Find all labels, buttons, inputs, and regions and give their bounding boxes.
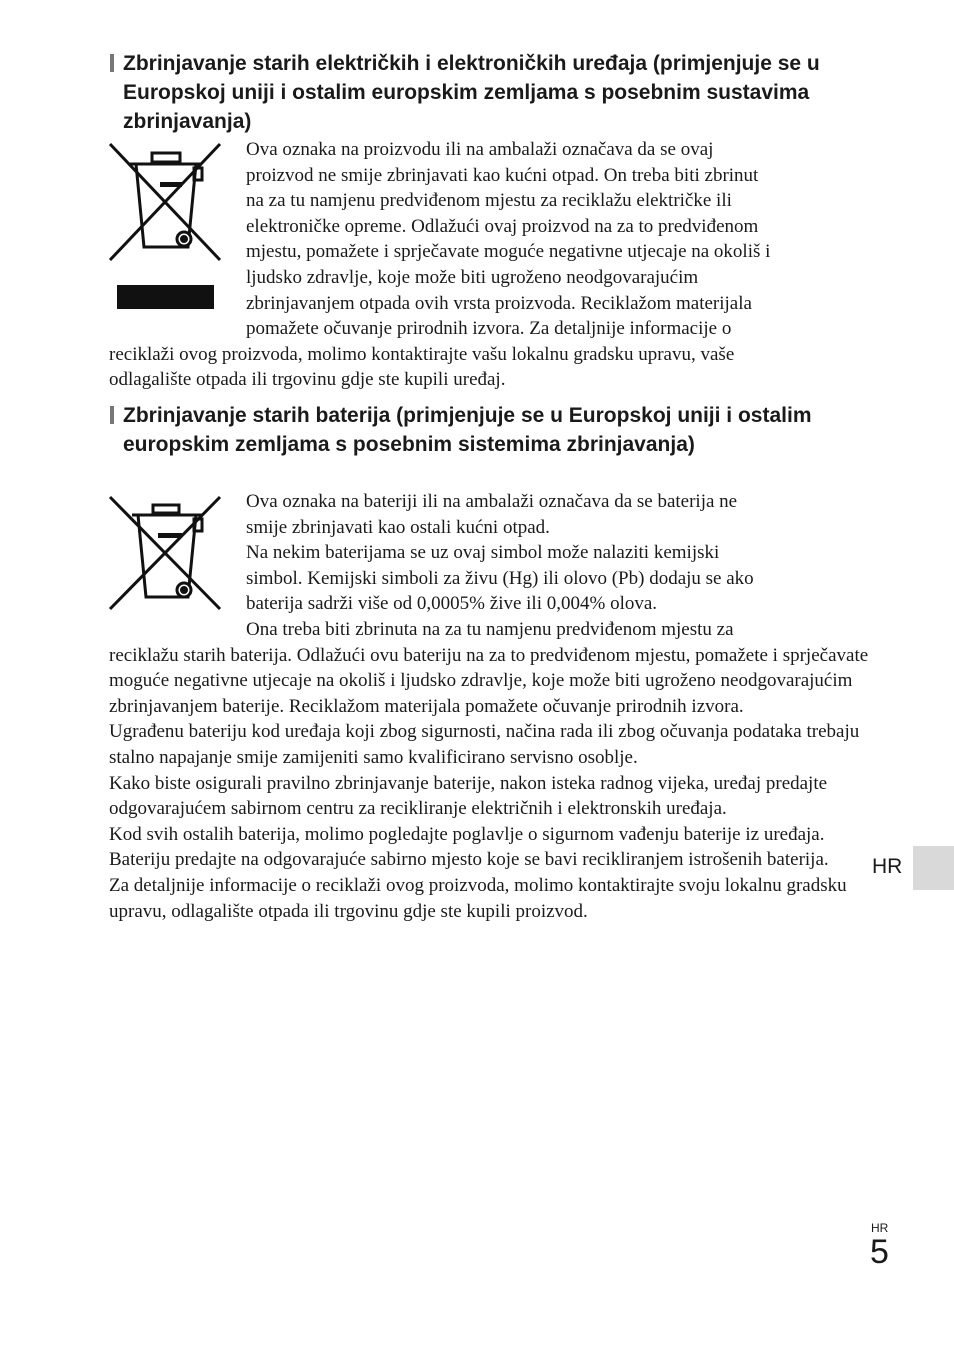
section2-indented-line: baterija sadrži više od 0,0005% žive ili 0,004% olova. — [246, 593, 658, 615]
section2-paragraph: Za detaljnije informacije o reciklaži ovog proizvoda, molimo kontaktirajte svoju lokalnu gradsku upravu, odlagalište otpada ili trgovinu gdje ste kupili proizvod. — [109, 874, 847, 922]
section1-full-line: reciklaži ovog proizvoda, molimo kontaktirajte vašu lokalnu gradsku upravu, vaše — [109, 343, 735, 365]
section2-indented-line: smije zbrinjavati kao ostali kućni otpad. — [246, 516, 550, 538]
section1-full-line: odlagalište otpada ili trgovinu gdje ste kupili uređaj. — [109, 369, 506, 391]
section2-indented-line: Na nekim baterijama se uz ovaj simbol može nalaziti kemijski — [246, 542, 720, 564]
section2-heading: Zbrinjavanje starih baterija (primjenjuje se u Europskoj uniji i ostalim europskim zemljama s posebnim sistemima zbrinjavanja) — [110, 401, 883, 459]
page-number: 5 — [870, 1233, 889, 1271]
section2-body — [109, 643, 869, 925]
section2-paragraph: reciklažu starih baterija. Odlažući ovu bateriju na za to predviđenom mjestu, pomažete i sprječavate moguće negativne utjecaje na okoliš i ljudsko zdravlje, koje može biti ugroženo neodgovarajućim zbrinjavanjem baterije. Reciklažom materijala pomažete očuvanje prirodnih izvora. — [109, 644, 869, 717]
section1-indented-line: pomažete očuvanje prirodnih izvora. Za detaljnije informacije o — [246, 318, 732, 340]
section2-indented-line: Ova oznaka na bateriji ili na ambalaži označava da se baterija ne — [246, 491, 738, 512]
crossed-out-bin-icon — [108, 495, 224, 613]
black-bar-marking — [117, 285, 214, 309]
section2-paragraph: Ugrađenu bateriju kod uređaja koji zbog sigurnosti, načina rada ili zbog očuvanja podataka trebaju stalno napajanje smije zamijeniti samo kvalificirano servisno osoblje. — [109, 721, 860, 768]
section2-paragraph: Kako biste osigurali pravilno zbrinjavanje baterije, nakon isteka radnog vijeka, uređaj predajte odgovarajućem sabirnom centru za recikliranje električnih i elektronskih uređaja. — [109, 772, 828, 820]
section1-indented-line: elektroničke opreme. Odlažući ovaj proizvod na za to predviđenom — [246, 215, 759, 237]
section2-indented-line: Ona treba biti zbrinuta na za tu namjenu predviđenom mjestu za — [246, 619, 734, 640]
section1-indented-line: proizvod ne smije zbrinjavati kao kućni otpad. On treba biti zbrinut — [246, 164, 759, 186]
section2-paragraph: Kod svih ostalih baterija, molimo pogledajte poglavlje o sigurnom vađenju baterije iz uređaja. Bateriju predajte na odgovarajuće sabirno mjesto koje se bavi recikliranjem istrošenih baterija. — [109, 823, 829, 871]
language-side-tab — [913, 846, 954, 890]
section1-indented-line: na za tu namjenu predviđenom mjestu za reciklažu električke ili — [246, 190, 732, 212]
language-tab-label: HR — [872, 855, 903, 878]
page-language-code: HR — [871, 1221, 889, 1235]
section1-heading: Zbrinjavanje starih električkih i elektroničkih uređaja (primjenjuje se u Europskoj uniji i ostalim europskim zemljama s posebnim sustavima zbrinjavanja) — [110, 49, 883, 136]
section1-indented-line: Ova oznaka na proizvodu ili na ambalaži označava da se ovaj — [246, 139, 714, 160]
crossed-out-bin-icon — [108, 142, 224, 264]
section1-indented-line: zbrinjavanjem otpada ovih vrsta proizvoda. Reciklažom materijala — [246, 292, 752, 314]
section2-indented-line: simbol. Kemijski simboli za živu (Hg) ili olovo (Pb) dodaju se ako — [246, 567, 754, 589]
section1-indented-line: ljudsko zdravlje, koje može biti ugroženo neodgovarajućim — [246, 267, 699, 288]
section1-indented-line: mjestu, pomažete i sprječavate moguće negativne utjecaje na okoliš i — [246, 241, 771, 263]
